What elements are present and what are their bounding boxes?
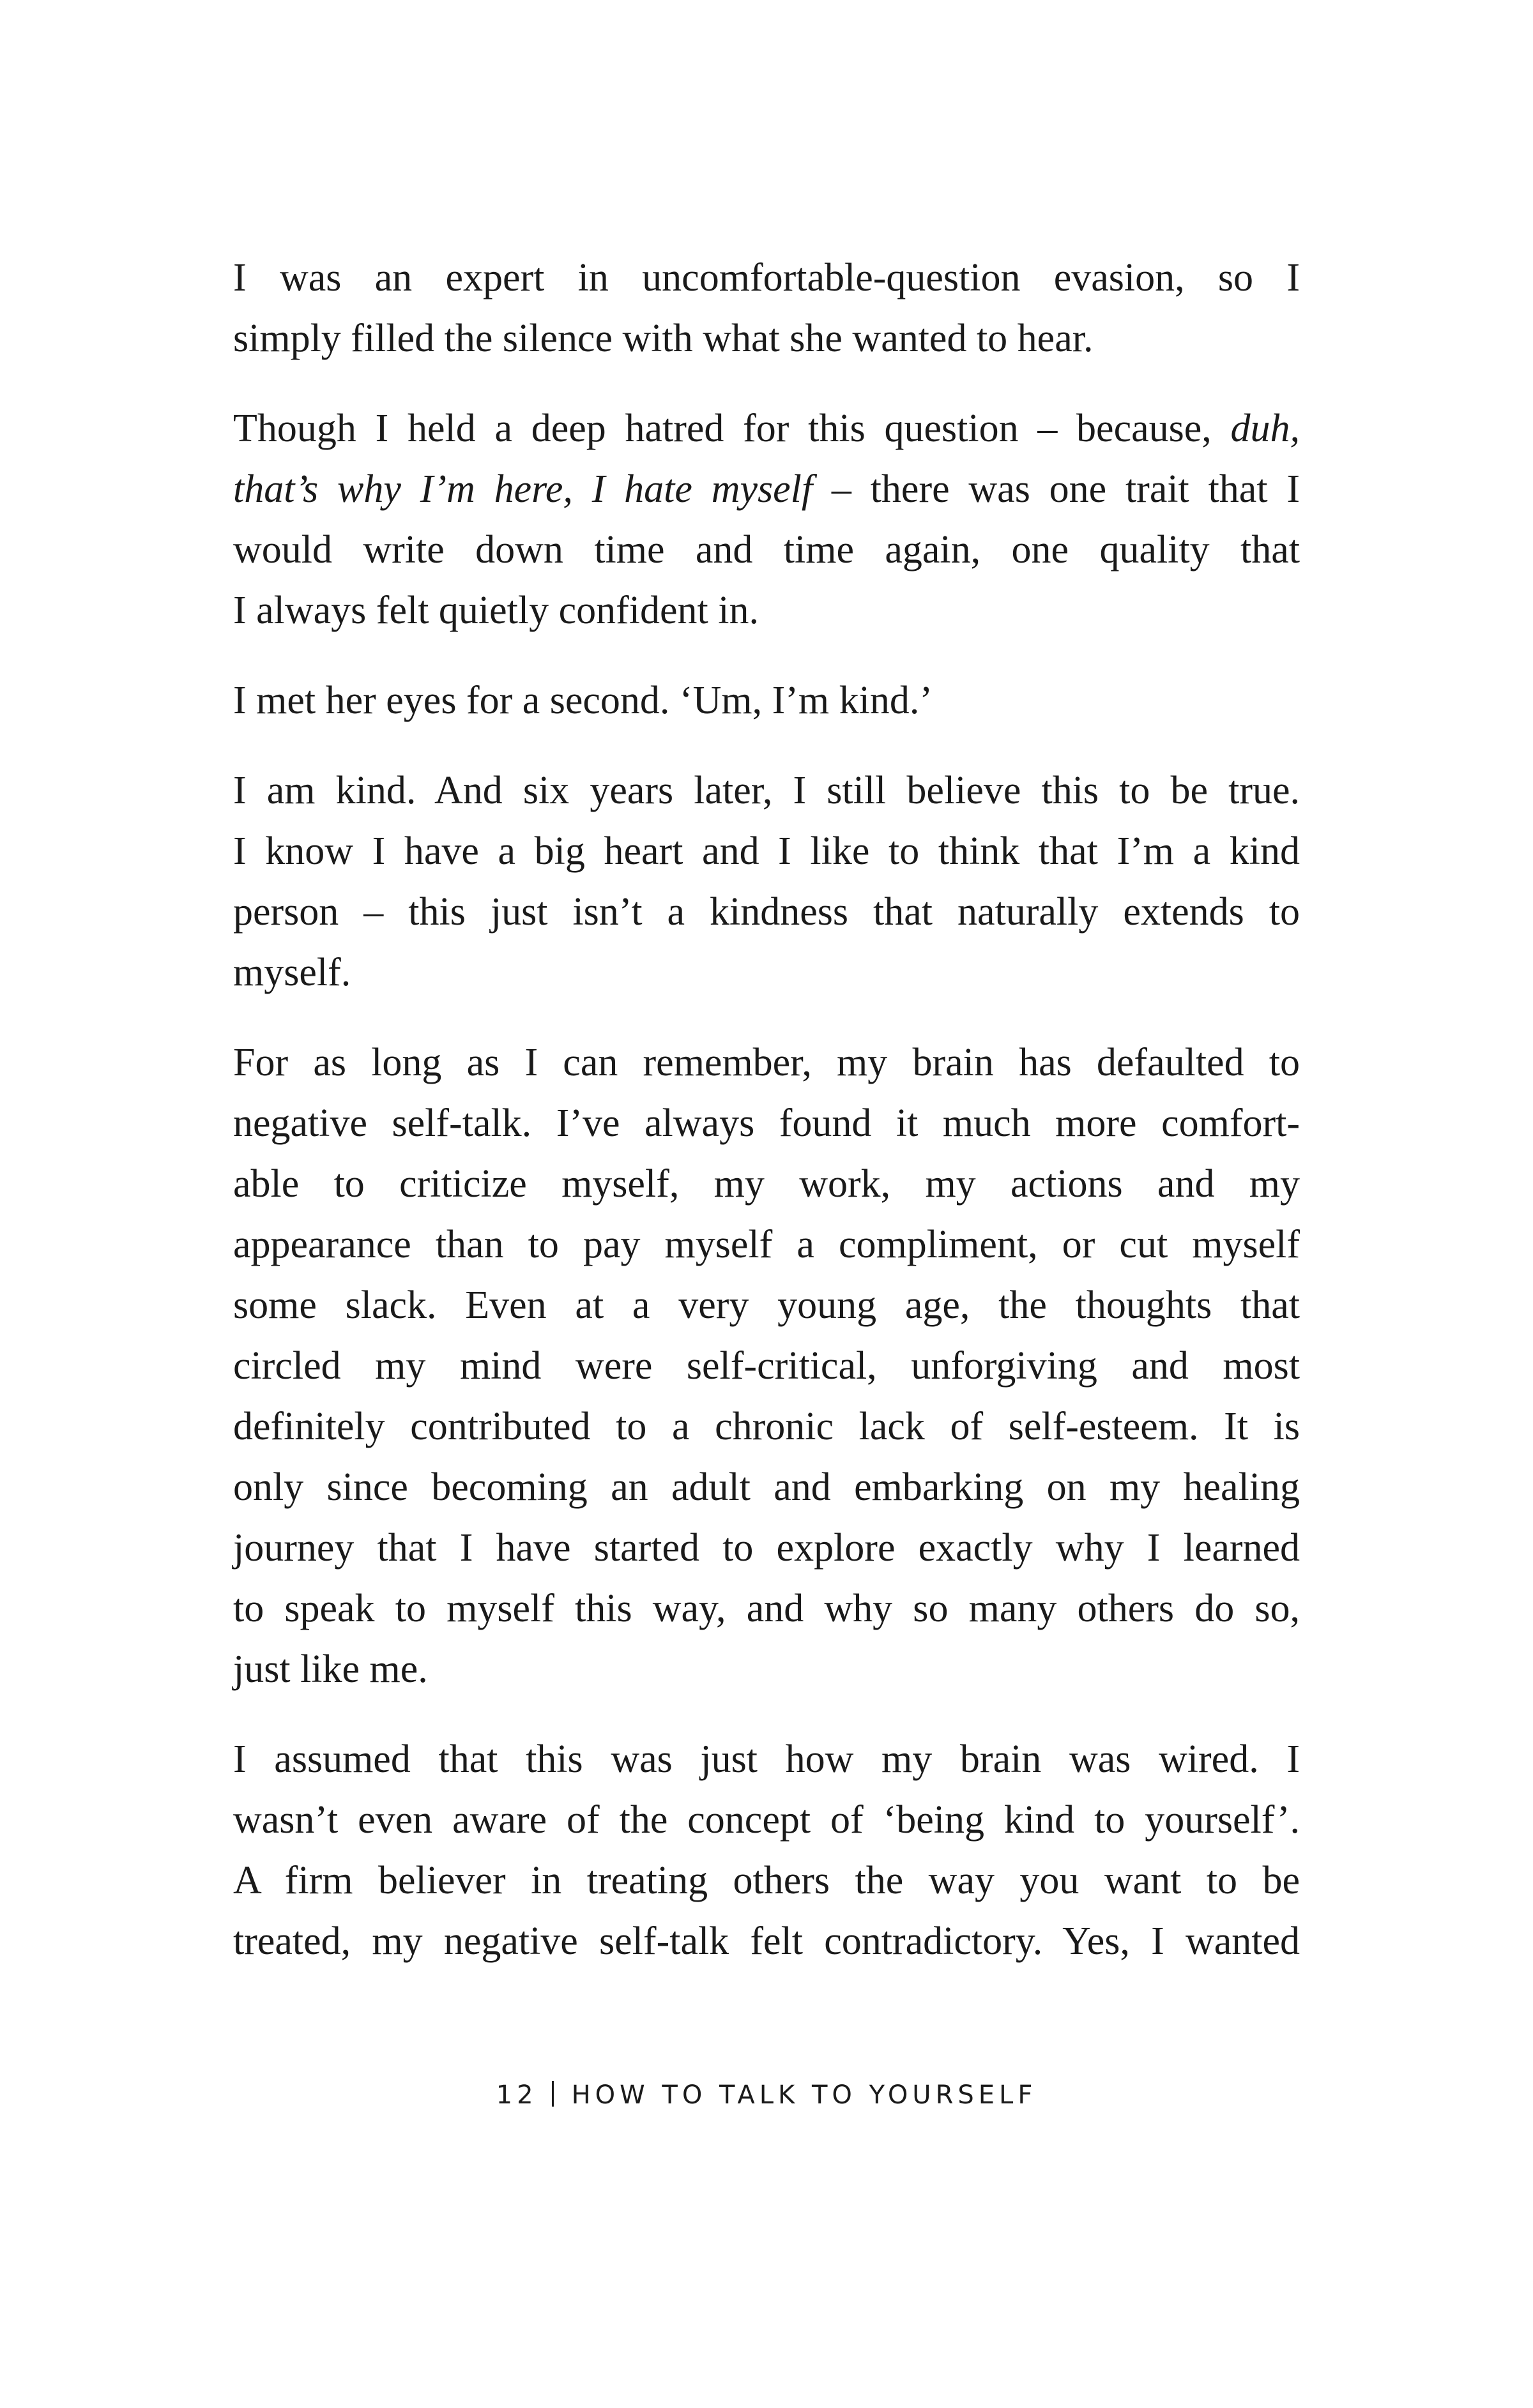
text-line: just like me. <box>233 1647 428 1691</box>
paragraph <box>233 1033 1300 1700</box>
text-line: simply filled the silence with what she wanted to hear. <box>233 317 1094 360</box>
running-footer <box>0 2080 1533 2110</box>
text-line: only since becoming an adult and embarking on my healing <box>233 1465 1300 1509</box>
text-line: I always felt quietly confident in. <box>233 589 759 632</box>
text-line: definitely contributed to a chronic lack of self-esteem. It is <box>233 1405 1300 1448</box>
text-line: myself. <box>233 951 351 994</box>
text-line: circled my mind were self-critical, unforgiving and most <box>233 1344 1300 1388</box>
text-line: I know I have a big heart and I like to think that I’m a kind <box>233 829 1300 873</box>
paragraph <box>233 670 1300 731</box>
text-line: person – this just isn’t a kindness that naturally extends to <box>233 890 1300 934</box>
text-line: Though I held a deep hatred for this question – because, duh, <box>233 407 1300 450</box>
text-line: able to criticize myself, my work, my actions and my <box>233 1162 1300 1206</box>
italic-text: duh, <box>1230 407 1300 450</box>
page-number: 12 <box>496 2080 538 2110</box>
paragraph <box>233 761 1300 1003</box>
italic-text: that’s why I’m here, I hate myself <box>233 467 813 511</box>
text-line: I am kind. And six years later, I still believe this to be true. <box>233 769 1300 812</box>
text-line: to speak to myself this way, and why so many others do so, <box>233 1587 1300 1630</box>
text-line: A firm believer in treating others the way you want to be <box>233 1859 1300 1902</box>
text-line: some slack. Even at a very young age, the thoughts that <box>233 1284 1300 1327</box>
paragraph <box>233 398 1300 641</box>
text-line: would write down time and time again, one quality that <box>233 528 1300 572</box>
footer-separator <box>552 2081 554 2107</box>
text-line: journey that I have started to explore exactly why I learned <box>233 1526 1300 1570</box>
paragraph <box>233 1729 1300 1972</box>
book-title: HOW TO TALK TO YOURSELF <box>571 2080 1037 2110</box>
text-line: For as long as I can remember, my brain has defaulted to <box>233 1041 1300 1084</box>
text-line: treated, my negative self-talk felt contradictory. Yes, I wanted <box>233 1920 1300 1963</box>
text-line: I assumed that this was just how my brain was wired. I <box>233 1738 1300 1781</box>
text-line: I was an expert in uncomfortable-question evasion, so I <box>233 256 1300 299</box>
body-text <box>233 248 1300 2001</box>
text-line: wasn’t even aware of the concept of ‘being kind to yourself’. <box>233 1798 1300 1842</box>
text-line: I met her eyes for a second. ‘Um, I’m kind.’ <box>233 679 933 722</box>
paragraph <box>233 248 1300 369</box>
text-line: appearance than to pay myself a compliment, or cut myself <box>233 1223 1300 1266</box>
text-line: negative self-talk. I’ve always found it much more comfort- <box>233 1102 1300 1145</box>
text-line: that’s why I’m here, I hate myself – there was one trait that I <box>233 467 1300 511</box>
